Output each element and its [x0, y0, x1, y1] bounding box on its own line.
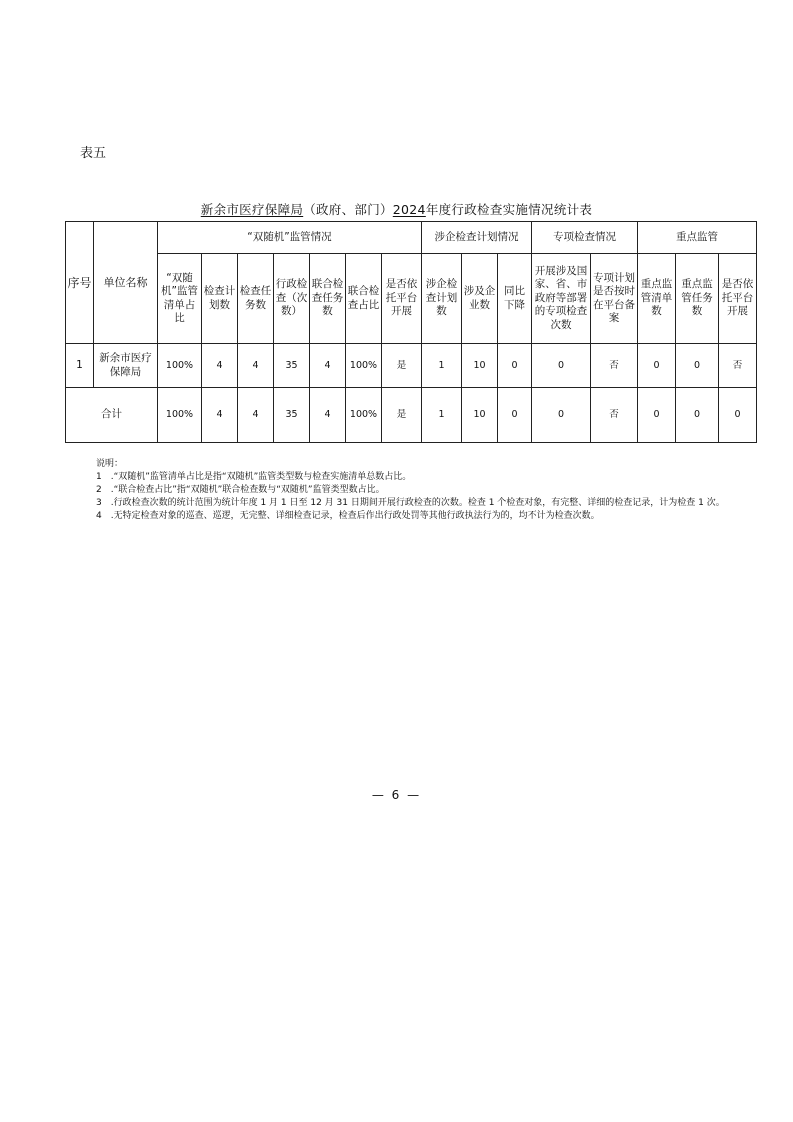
- cell-total-label: 合计: [66, 388, 158, 443]
- col-header: 同比下降: [498, 254, 532, 344]
- header-special: 专项检查情况: [532, 222, 638, 254]
- cell-value: 100%: [346, 344, 382, 388]
- cell-value: 4: [202, 344, 238, 388]
- notes: [96, 458, 758, 523]
- col-header: “双随机”监管清单占比: [158, 254, 202, 344]
- cell-value: 否: [591, 388, 638, 443]
- header-key: 重点监管: [638, 222, 757, 254]
- cell-value: 否: [719, 344, 757, 388]
- page-number: — 6 —: [371, 788, 422, 802]
- cell-value: 0: [532, 388, 591, 443]
- cell-value: 4: [202, 388, 238, 443]
- cell-value: 10: [462, 388, 498, 443]
- cell-value: 0: [719, 388, 757, 443]
- col-header: 重点监管任务数: [676, 254, 719, 344]
- cell-value: 0: [676, 388, 719, 443]
- table-title: [0, 200, 793, 218]
- cell-value: 100%: [158, 388, 202, 443]
- note-item: 1 .“双随机”监管清单占比是指“双随机”监管类型数与检查实施清单总数占比。: [96, 472, 412, 482]
- cell-value: 4: [310, 344, 346, 388]
- header-enterprise-plan: 涉企检查计划情况: [422, 222, 532, 254]
- col-header: 是否依托平台开展: [719, 254, 757, 344]
- cell-value: 1: [422, 388, 462, 443]
- cell-value: 1: [422, 344, 462, 388]
- col-header: 检查任务数: [238, 254, 274, 344]
- table-total-row: [66, 388, 757, 443]
- col-header: 专项计划是否按时在平台备案: [591, 254, 638, 344]
- header-unit-name: 单位名称: [94, 222, 158, 344]
- col-header: 检查计划数: [202, 254, 238, 344]
- col-header: 是否依托平台开展: [382, 254, 422, 344]
- cell-value: 35: [274, 388, 310, 443]
- cell-value: 100%: [346, 388, 382, 443]
- cell-value: 是: [382, 388, 422, 443]
- cell-unit-name: 新余市医疗保障局: [94, 344, 158, 388]
- cell-value: 0: [638, 344, 676, 388]
- col-header: 联合检查任务数: [310, 254, 346, 344]
- cell-value: 4: [238, 388, 274, 443]
- notes-heading: 说明：: [96, 459, 124, 469]
- title-year: 2024: [392, 202, 426, 217]
- cell-value: 0: [676, 344, 719, 388]
- col-header: 涉及企业数: [462, 254, 498, 344]
- cell-value: 否: [591, 344, 638, 388]
- note-item: 4 .无特定检查对象的巡查、巡逻，无完整、详细检查记录，检查后作出行政处罚等其他行政执法行为的，均不计为检查次数。: [96, 511, 600, 521]
- col-header: 涉企检查计划数: [422, 254, 462, 344]
- statistics-table: [65, 221, 757, 443]
- table-label: 表五: [80, 146, 107, 161]
- note-item: 2 .“联合检查占比”指“双随机”联合检查数与“双随机”监管类型数占比。: [96, 485, 385, 495]
- cell-seq: 1: [66, 344, 94, 388]
- cell-value: 4: [238, 344, 274, 388]
- col-header: 重点监管清单数: [638, 254, 676, 344]
- header-row-groups: [66, 222, 757, 254]
- cell-value: 是: [382, 344, 422, 388]
- title-type: （政府、部门）: [303, 202, 393, 217]
- note-item: 3 .行政检查次数的统计范围为统计年度 1 月 1 日至 12 月 31 日期间开展行政检查的次数。检查 1 个检查对象，有完整、详细的检查记录，计为检查 1 次。: [96, 498, 725, 508]
- cell-value: 4: [310, 388, 346, 443]
- cell-value: 35: [274, 344, 310, 388]
- cell-value: 0: [498, 344, 532, 388]
- header-double-random: “双随机”监管情况: [158, 222, 422, 254]
- header-seq: 序号: [66, 222, 94, 344]
- cell-value: 100%: [158, 344, 202, 388]
- cell-value: 10: [462, 344, 498, 388]
- col-header: 开展涉及国家、省、市政府等部署的专项检查次数: [532, 254, 591, 344]
- cell-value: 0: [638, 388, 676, 443]
- title-rest: 年度行政检查实施情况统计表: [425, 202, 593, 217]
- col-header: 联合检查占比: [346, 254, 382, 344]
- cell-value: 0: [532, 344, 591, 388]
- col-header: 行政检查（次数）: [274, 254, 310, 344]
- table-row: [66, 344, 757, 388]
- header-row-columns: [66, 254, 757, 344]
- cell-value: 0: [498, 388, 532, 443]
- title-unit: 新余市医疗保障局: [200, 202, 304, 217]
